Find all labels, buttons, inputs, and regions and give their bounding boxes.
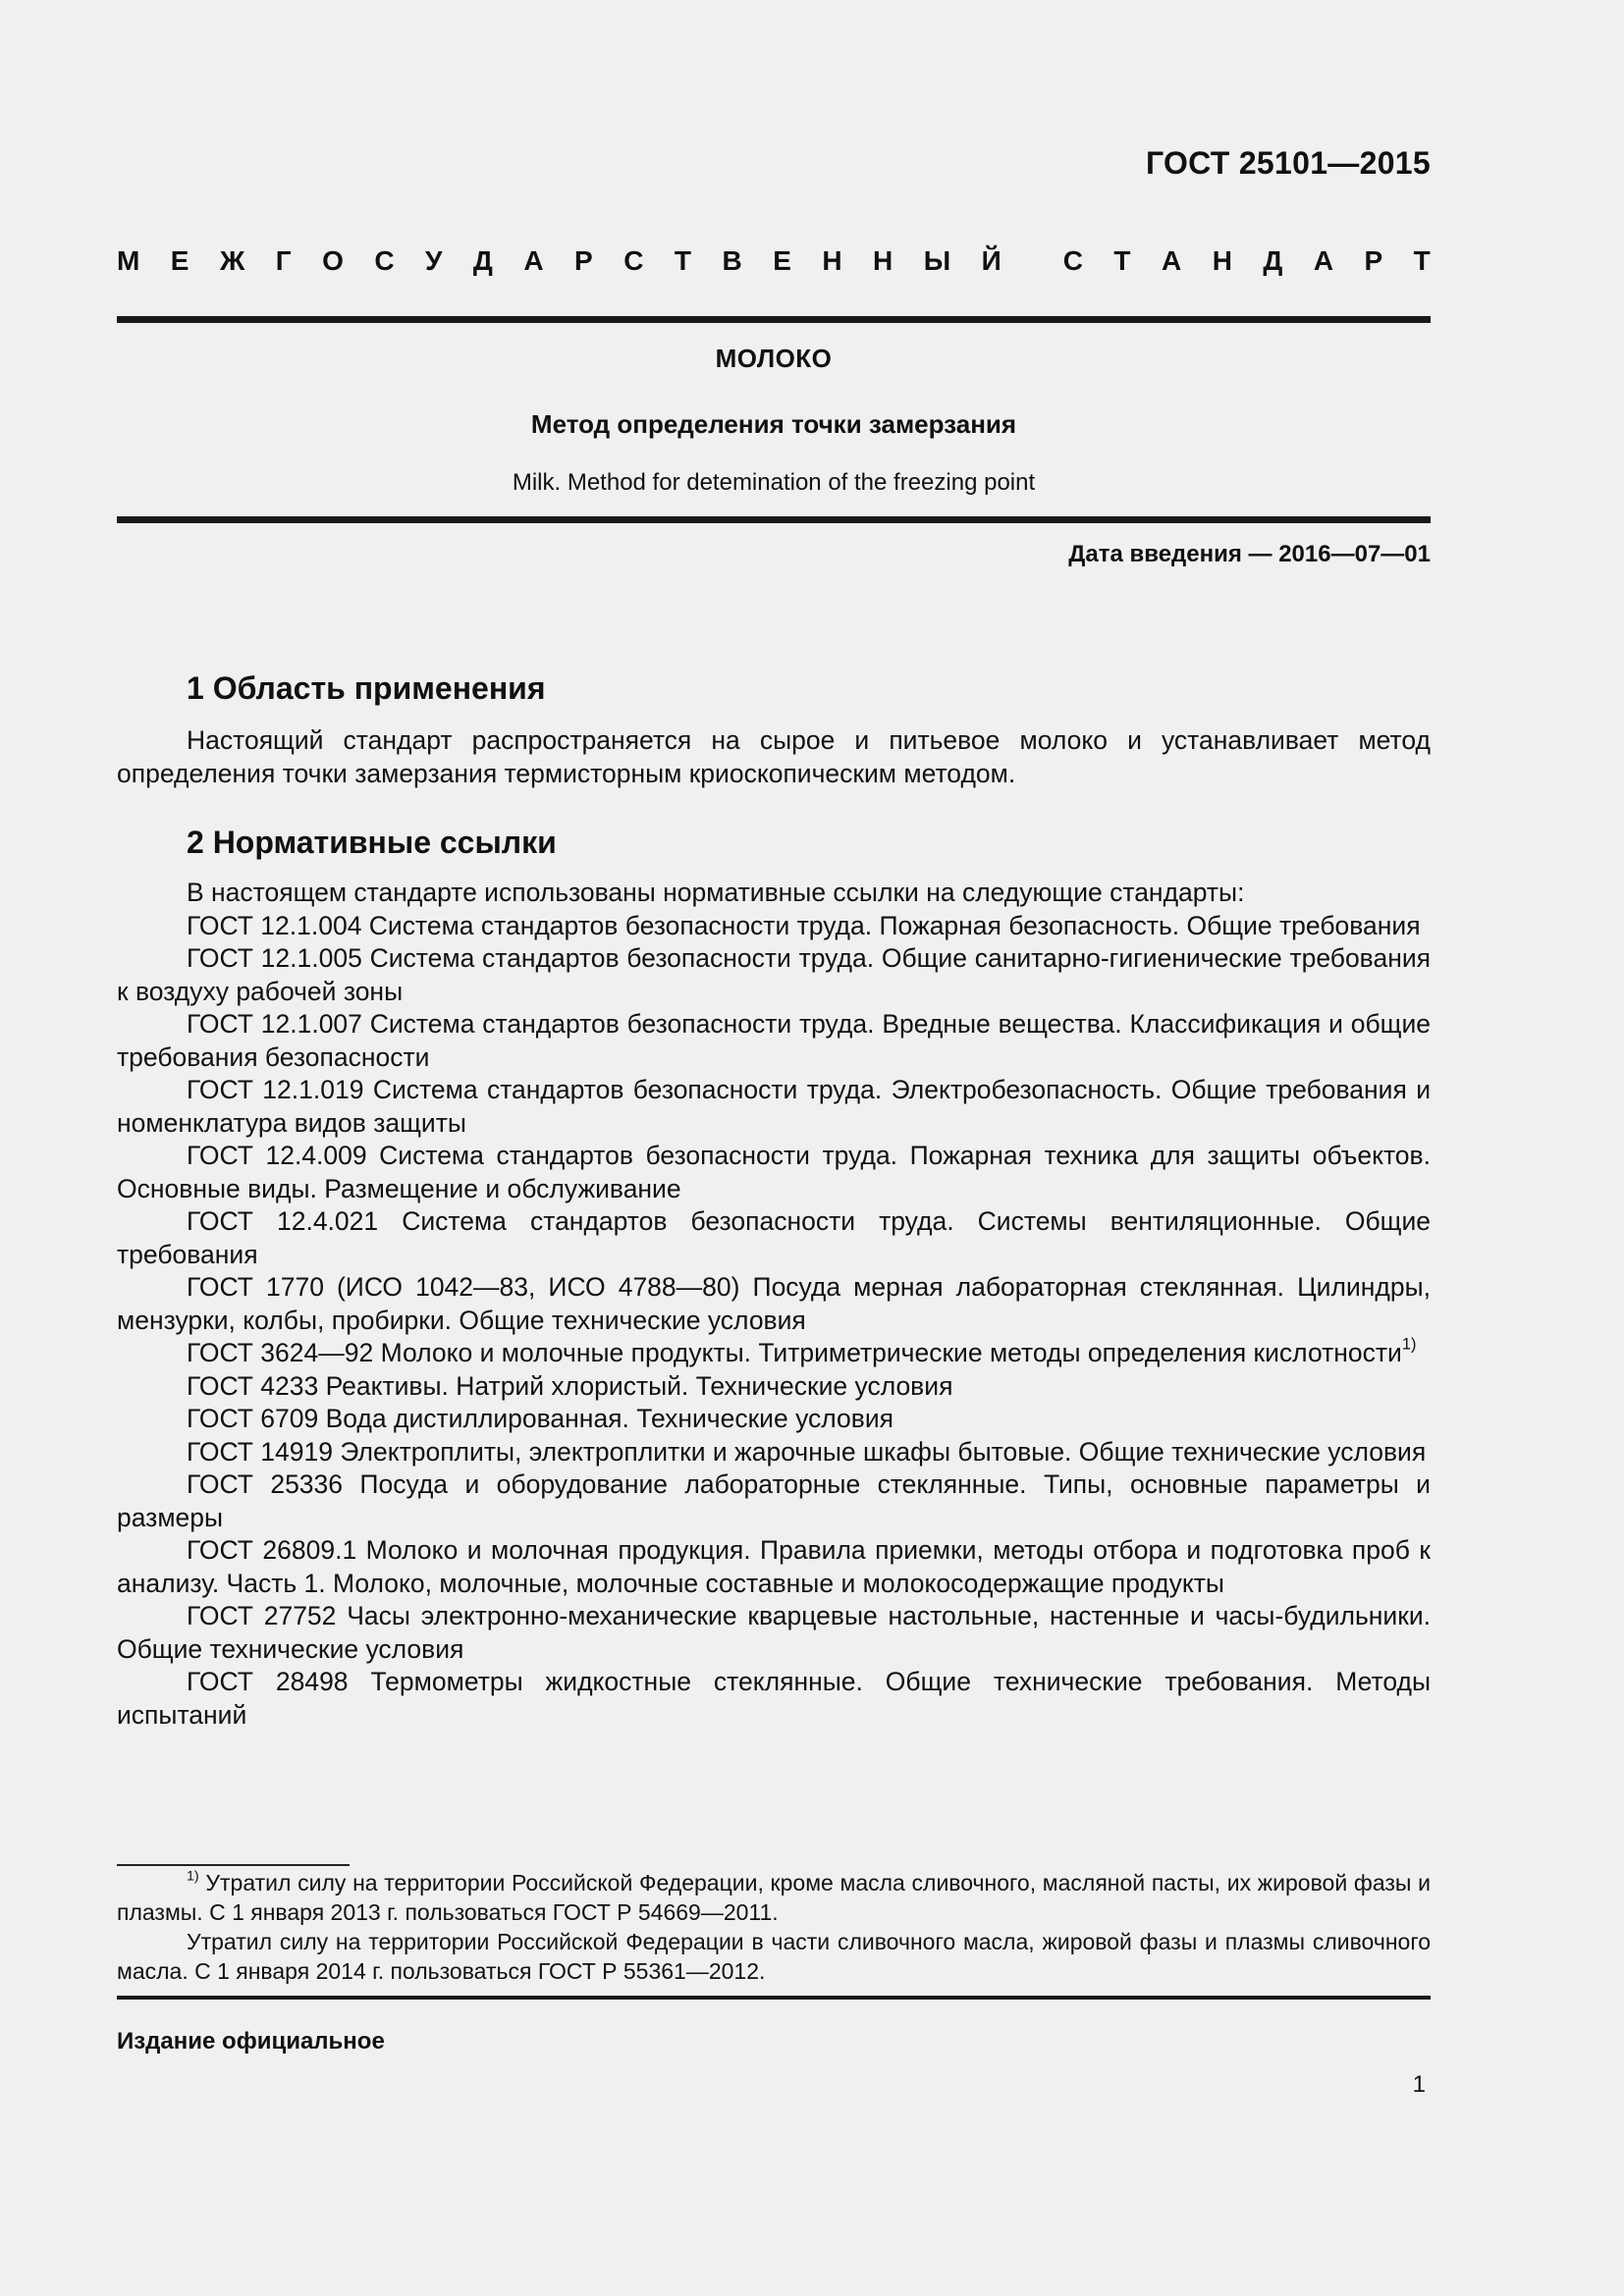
- heading-letter: С: [1062, 245, 1083, 276]
- heading-letter: Р: [574, 245, 593, 276]
- section-1-heading: 1 Область применения: [187, 670, 546, 706]
- heading-letter: С: [623, 245, 644, 276]
- reference-item-with-footnote: [117, 1337, 1431, 1370]
- reference-item: ГОСТ 27752 Часы электронно-механические кварцевые настольные, настенные и часы-будильники. Общие технические условия: [117, 1601, 1431, 1664]
- heading-letter: Н: [873, 245, 893, 276]
- reference-item: ГОСТ 4233 Реактивы. Натрий хлористый. Технические условия: [187, 1370, 953, 1401]
- reference-item: ГОСТ 6709 Вода дистиллированная. Технические условия: [187, 1404, 894, 1433]
- heading-letter: А: [1313, 245, 1334, 276]
- heading-letter: Т: [1113, 245, 1131, 276]
- reference-item: ГОСТ 12.4.009 Система стандартов безопасности труда. Пожарная техника для защиты объектов. Основные виды. Размещение и обслуживание: [117, 1141, 1431, 1203]
- footnote-separator: [117, 1864, 350, 1866]
- page-number: 1: [1412, 2071, 1426, 2098]
- heading-letter: М: [117, 245, 140, 276]
- reference-item: ГОСТ 12.4.021 Система стандартов безопасности труда. Системы вентиляционные. Общие требования: [117, 1206, 1431, 1269]
- heading-letter: Е: [773, 245, 791, 276]
- section-2-body: [117, 877, 1431, 1732]
- heading-letter: Е: [170, 245, 189, 276]
- footer-divider: [117, 1996, 1431, 2000]
- document-title: МОЛОКО: [715, 344, 833, 373]
- heading-letter: А: [523, 245, 544, 276]
- heading-letter: О: [322, 245, 344, 276]
- document-subtitle: Метод определения точки замерзания: [530, 409, 1017, 439]
- title-divider: [117, 516, 1431, 523]
- heading-letter: Д: [1263, 245, 1283, 276]
- heading-letter: В: [722, 245, 742, 276]
- footnote-text-1: Утратил силу на территории Российской Федерации, кроме масла сливочного, масляной пасты, их жировой фазы и плазмы. С 1 января 2013 г. пользоваться ГОСТ Р 54669—2011.: [117, 1870, 1431, 1925]
- heading-letter: Ы: [923, 245, 951, 276]
- reference-item: ГОСТ 1770 (ИСО 1042—83, ИСО 4788—80) Посуда мерная лабораторная стеклянная. Цилиндры, мензурки, колбы, пробирки. Общие технические условия: [117, 1272, 1431, 1335]
- footnote-marker: 1): [187, 1868, 199, 1885]
- heading-letter: Й: [981, 245, 1001, 276]
- footnote-ref-marker[interactable]: 1): [1401, 1335, 1417, 1354]
- document-title-english: Milk. Method for detemination of the freezing point: [512, 469, 1036, 496]
- heading-letter: Ж: [219, 245, 245, 276]
- footnote-text-2: Утратил силу на территории Российской Федерации в части сливочного масла, жировой фазы и плазмы сливочного масла. С 1 января 2014 г. пользоваться ГОСТ Р 55361—2012.: [117, 1929, 1431, 1984]
- edition-label: Издание официальное: [117, 2028, 385, 2055]
- section-2-heading: 2 Нормативные ссылки: [187, 825, 557, 860]
- heading-letter: Д: [472, 245, 493, 276]
- heading-letter: С: [374, 245, 395, 276]
- reference-item: ГОСТ 12.1.007 Система стандартов безопасности труда. Вредные вещества. Классификация и общие требования безопасности: [117, 1009, 1431, 1072]
- heading-letter: Р: [1364, 245, 1383, 276]
- top-divider: [117, 316, 1431, 323]
- footnote: [117, 1868, 1431, 1986]
- section-2-intro: В настоящем стандарте использованы нормативные ссылки на следующие стандарты:: [187, 878, 1245, 907]
- heading-letter: У: [425, 245, 443, 276]
- reference-item: ГОСТ 12.1.004 Система стандартов безопасности труда. Пожарная безопасность. Общие требования: [187, 910, 1421, 940]
- heading-letter: Н: [822, 245, 842, 276]
- reference-text: ГОСТ 3624—92 Молоко и молочные продукты. Титриметрические методы определения кислотности: [187, 1338, 1402, 1367]
- heading-letter: Г: [275, 245, 292, 276]
- reference-item: ГОСТ 25336 Посуда и оборудование лабораторные стеклянные. Типы, основные параметры и размеры: [117, 1469, 1431, 1532]
- reference-item: ГОСТ 26809.1 Молоко и молочная продукция. Правила приемки, методы отбора и подготовка проб к анализу. Часть 1. Молоко, молочные, молочные составные и молокосодержащие продукты: [117, 1535, 1431, 1598]
- heading-letter: Т: [674, 245, 692, 276]
- reference-item: ГОСТ 12.1.005 Система стандартов безопасности труда. Общие санитарно-гигиенические требования к воздуху рабочей зоны: [117, 943, 1431, 1006]
- introduction-date: Дата введения — 2016—07—01: [1068, 541, 1431, 567]
- document-number: ГОСТ 25101—2015: [1145, 145, 1431, 181]
- reference-item: ГОСТ 28498 Термометры жидкостные стеклянные. Общие технические требования. Методы испытаний: [117, 1667, 1431, 1730]
- heading-letter: Т: [1413, 245, 1431, 276]
- reference-item: ГОСТ 14919 Электроплиты, электроплитки и жарочные шкафы бытовые. Общие технические условия: [187, 1436, 1427, 1467]
- interstate-standard-heading: [117, 245, 1431, 277]
- heading-letter: Н: [1212, 245, 1232, 276]
- footnote-paragraph-1: [117, 1868, 1431, 1927]
- section-1-paragraph: Настоящий стандарт распространяется на сырое и питьевое молоко и устанавливает метод определения точки замерзания термисторным криоскопическим методом.: [117, 725, 1431, 788]
- reference-item: ГОСТ 12.1.019 Система стандартов безопасности труда. Электробезопасность. Общие требования и номенклатура видов защиты: [117, 1075, 1431, 1138]
- section-1-body: [117, 724, 1431, 790]
- heading-letter: А: [1161, 245, 1182, 276]
